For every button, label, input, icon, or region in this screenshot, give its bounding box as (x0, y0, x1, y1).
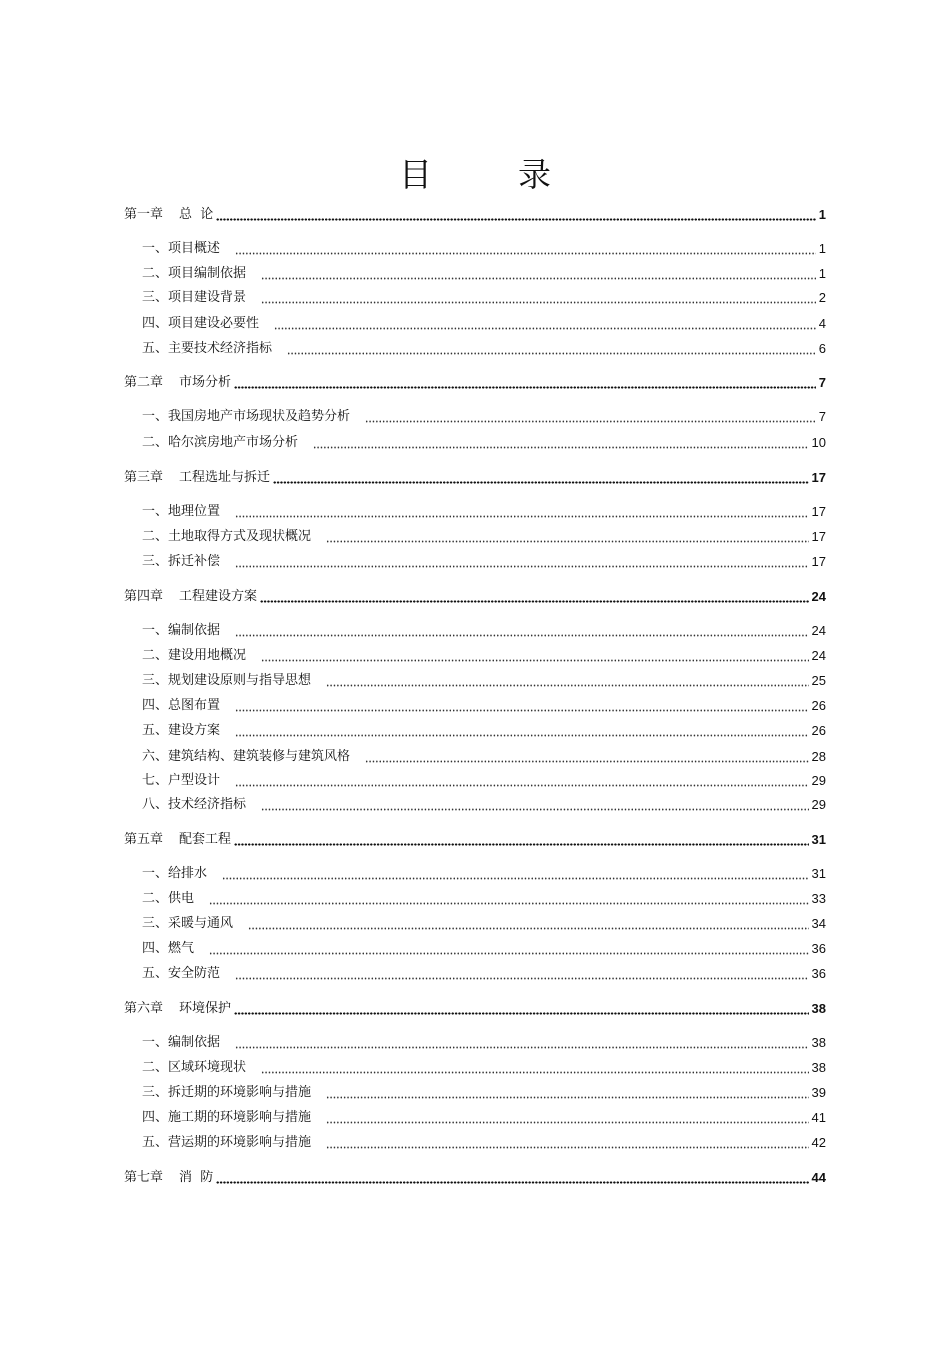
toc-chapter-entry[interactable] (124, 588, 826, 606)
toc-page-number: 33 (811, 891, 826, 906)
toc-page-number: 17 (811, 529, 826, 544)
dot-leader (235, 966, 809, 980)
toc-page-number: 42 (811, 1135, 826, 1150)
toc-chapter-number: 第二章 (124, 375, 164, 390)
toc-section-entry[interactable] (142, 265, 826, 283)
toc-section-entry[interactable] (142, 722, 826, 740)
toc-label (124, 588, 257, 606)
toc-page-number: 7 (818, 409, 826, 424)
toc-label: 二、项目编制依据 (142, 266, 247, 281)
toc-page-number: 4 (818, 316, 826, 331)
toc-section-entry[interactable] (142, 697, 826, 715)
toc-section-entry[interactable] (142, 434, 826, 452)
toc-label: 四、总图布置 (142, 698, 221, 713)
dot-leader (260, 589, 809, 603)
dot-leader (287, 341, 816, 355)
dot-leader (234, 832, 809, 846)
toc-chapter-entry[interactable] (124, 469, 826, 487)
toc-chapter-title: 市场分析 (179, 375, 232, 390)
toc-page-number: 29 (811, 797, 826, 812)
toc-page-number: 36 (811, 941, 826, 956)
toc-page-number: 38 (811, 1060, 826, 1075)
toc-chapter-number: 第四章 (124, 589, 164, 604)
dot-leader (235, 723, 809, 737)
toc-page-number: 24 (811, 648, 826, 663)
toc-section-entry[interactable] (142, 503, 826, 521)
toc-page-number: 41 (811, 1110, 826, 1125)
toc-page-number: 2 (818, 290, 826, 305)
dot-leader (326, 673, 809, 687)
toc-chapter-entry[interactable] (124, 374, 826, 392)
toc-label: 五、安全防范 (142, 966, 221, 981)
dot-leader (235, 1035, 809, 1049)
title-char-1: 目 (399, 154, 432, 194)
toc-chapter-title: 环境保护 (179, 1001, 232, 1016)
toc-section-entry[interactable] (142, 1134, 826, 1152)
toc-chapter-title: 工程建设方案 (179, 589, 258, 604)
toc-label: 四、燃气 (142, 941, 195, 956)
dot-leader (326, 1135, 809, 1149)
dot-leader (261, 1060, 809, 1074)
toc-label: 五、建设方案 (142, 723, 221, 738)
toc-label: 二、哈尔滨房地产市场分析 (142, 435, 299, 450)
dot-leader (326, 1110, 809, 1124)
toc-chapter-number: 第六章 (124, 1001, 164, 1016)
toc-section-entry[interactable] (142, 1109, 826, 1127)
toc-page-number: 7 (818, 375, 826, 390)
toc-label: 三、拆迁期的环境影响与措施 (142, 1085, 312, 1100)
toc-chapter-title: 配套工程 (179, 832, 232, 847)
toc-section-entry[interactable] (142, 240, 826, 258)
dot-leader (261, 266, 816, 280)
toc-chapter-entry[interactable] (124, 206, 826, 224)
dot-leader (326, 1085, 809, 1099)
toc-label: 四、施工期的环境影响与措施 (142, 1110, 312, 1125)
toc-label: 二、土地取得方式及现状概况 (142, 529, 312, 544)
toc-section-entry[interactable] (142, 1084, 826, 1102)
toc-section-entry[interactable] (142, 748, 826, 766)
toc-label: 二、供电 (142, 891, 195, 906)
dot-leader (216, 1170, 808, 1184)
toc-chapter-title: 消 防 (179, 1170, 214, 1185)
toc-label: 一、给排水 (142, 866, 208, 881)
dot-leader (261, 648, 809, 662)
toc-label (124, 469, 270, 487)
toc-page-number: 10 (811, 435, 826, 450)
dot-leader (209, 891, 809, 905)
toc-page-number: 38 (811, 1035, 826, 1050)
toc-label (124, 1169, 213, 1187)
toc-chapter-title: 总 论 (179, 207, 214, 222)
toc-label: 三、拆迁补偿 (142, 554, 221, 569)
toc-page-number: 39 (811, 1085, 826, 1100)
toc-section-entry[interactable] (142, 940, 826, 958)
dot-leader (261, 290, 816, 304)
toc-label: 一、项目概述 (142, 241, 221, 256)
toc-section-entry[interactable] (142, 772, 826, 790)
toc-chapter-entry[interactable] (124, 1169, 826, 1187)
toc-label: 一、编制依据 (142, 623, 221, 638)
dot-leader (313, 435, 809, 449)
toc-label: 三、规划建设原则与指导思想 (142, 673, 312, 688)
toc-section-entry[interactable] (142, 915, 826, 933)
toc-chapter-number: 第三章 (124, 470, 164, 485)
toc-section-entry[interactable] (142, 528, 826, 546)
toc-section-entry[interactable] (142, 408, 826, 426)
toc-section-entry[interactable] (142, 890, 826, 908)
dot-leader (235, 698, 809, 712)
dot-leader (235, 623, 809, 637)
toc-label: 五、营运期的环境影响与措施 (142, 1135, 312, 1150)
toc-page-number: 17 (811, 504, 826, 519)
toc-label: 八、技术经济指标 (142, 797, 247, 812)
toc-chapter-title: 工程选址与拆迁 (179, 470, 271, 485)
toc-section-entry[interactable] (142, 622, 826, 640)
toc-section-entry[interactable] (142, 1034, 826, 1052)
toc-page-number: 1 (818, 241, 826, 256)
toc-label: 四、项目建设必要性 (142, 316, 260, 331)
toc-page-number: 34 (811, 916, 826, 931)
toc-label (124, 206, 213, 224)
toc-page-number: 1 (818, 207, 826, 222)
toc-section-entry[interactable] (142, 672, 826, 690)
toc-page-number: 17 (811, 470, 826, 485)
title-char-2: 录 (518, 154, 551, 194)
toc-page-number: 36 (811, 966, 826, 981)
toc-chapter-number: 第一章 (124, 207, 164, 222)
dot-leader (326, 529, 809, 543)
dot-leader (216, 207, 815, 221)
toc-chapter-number: 第七章 (124, 1170, 164, 1185)
toc-section-entry[interactable] (142, 796, 826, 814)
toc-label (124, 831, 231, 849)
toc-chapter-number: 第五章 (124, 832, 164, 847)
dot-leader (235, 241, 816, 255)
toc-label: 五、主要技术经济指标 (142, 341, 273, 356)
toc-page-number: 1 (818, 266, 826, 281)
dot-leader (365, 749, 809, 763)
toc-label: 六、建筑结构、建筑装修与建筑风格 (142, 749, 351, 764)
dot-leader (235, 773, 809, 787)
toc-page-number: 31 (811, 866, 826, 881)
toc-label: 一、我国房地产市场现状及趋势分析 (142, 409, 351, 424)
toc-section-entry[interactable] (142, 865, 826, 883)
toc-section-entry[interactable] (142, 553, 826, 571)
dot-leader (234, 375, 816, 389)
toc-page-number: 44 (811, 1170, 826, 1185)
toc-label (124, 1000, 231, 1018)
toc-page-number: 6 (818, 341, 826, 356)
toc-page-number: 38 (811, 1001, 826, 1016)
toc-label (124, 374, 231, 392)
dot-leader (274, 316, 816, 330)
toc-label: 二、建设用地概况 (142, 648, 247, 663)
toc-page-number: 24 (811, 589, 826, 604)
toc-page-number: 31 (811, 832, 826, 847)
toc-label: 三、采暖与通风 (142, 916, 234, 931)
dot-leader (248, 916, 809, 930)
toc-label: 一、地理位置 (142, 504, 221, 519)
dot-leader (235, 554, 809, 568)
toc-section-entry[interactable] (142, 647, 826, 665)
toc-label: 七、户型设计 (142, 773, 221, 788)
dot-leader (235, 504, 809, 518)
toc-page-number: 24 (811, 623, 826, 638)
toc-label: 三、项目建设背景 (142, 290, 247, 305)
toc-chapter-entry[interactable] (124, 1000, 826, 1018)
toc-page-number: 17 (811, 554, 826, 569)
toc-section-entry[interactable] (142, 289, 826, 307)
toc-label: 一、编制依据 (142, 1035, 221, 1050)
toc-section-entry[interactable] (142, 965, 826, 983)
dot-leader (273, 470, 809, 484)
toc-page-number: 26 (811, 723, 826, 738)
toc-page-number: 26 (811, 698, 826, 713)
toc-section-entry[interactable] (142, 1059, 826, 1077)
dot-leader (261, 797, 809, 811)
toc-section-entry[interactable] (142, 340, 826, 358)
toc-chapter-entry[interactable] (124, 831, 826, 849)
dot-leader (365, 409, 816, 423)
toc-page-number: 29 (811, 773, 826, 788)
toc-label: 二、区域环境现状 (142, 1060, 247, 1075)
dot-leader (222, 866, 809, 880)
toc-page-number: 25 (811, 673, 826, 688)
dot-leader (234, 1001, 809, 1015)
toc-section-entry[interactable] (142, 315, 826, 333)
toc-page-number: 28 (811, 749, 826, 764)
dot-leader (209, 941, 809, 955)
